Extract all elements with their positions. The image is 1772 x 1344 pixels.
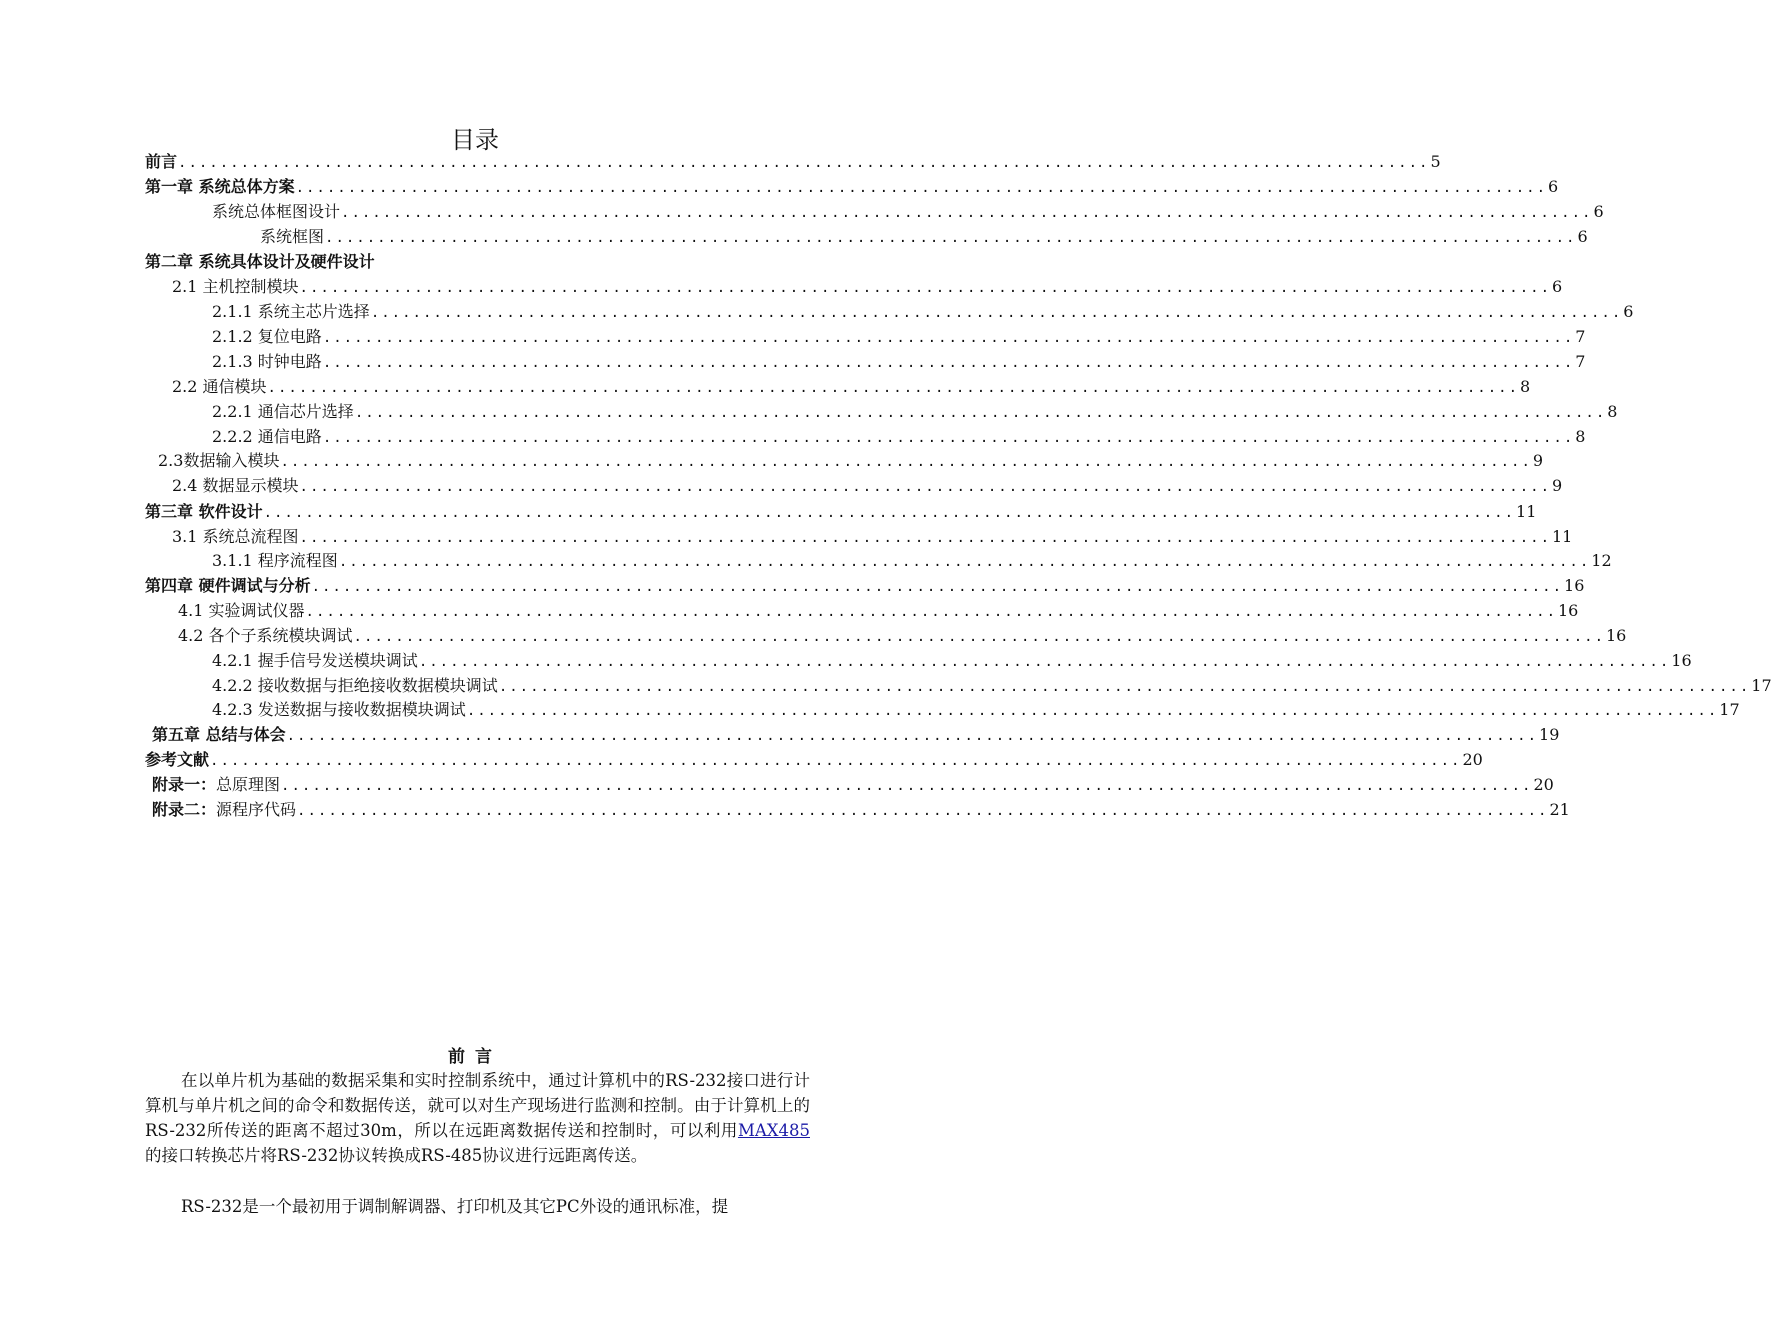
- toc-entry-label: 第三章 软件设计: [145, 502, 263, 521]
- toc-page-number: 8: [1607, 402, 1618, 421]
- toc-entry[interactable]: [260, 225, 1588, 249]
- toc-entry[interactable]: [212, 200, 1604, 224]
- toc-page-number: 7: [1575, 352, 1586, 371]
- toc-page-number: 20: [1533, 775, 1554, 794]
- toc-dot-leader: ........................................................................................................................: [280, 454, 1532, 470]
- toc-page-number: 8: [1575, 427, 1586, 446]
- toc-dot-leader: ........................................................................................................................: [370, 305, 1623, 321]
- toc-dot-leader: ........................................................................................................................: [498, 679, 1751, 695]
- toc-dot-leader: ........................................................................................................................: [418, 654, 1671, 670]
- toc-page-number: 5: [1430, 152, 1441, 171]
- toc-entry-label: 2.1.2 复位电路: [212, 327, 322, 346]
- toc-entry[interactable]: [212, 549, 1612, 573]
- toc-entry-label: 第一章 系统总体方案: [145, 177, 295, 196]
- toc-entry[interactable]: [178, 624, 1627, 648]
- toc-dot-leader: ........................................................................................................................: [286, 728, 1539, 744]
- toc-page-number: 9: [1552, 476, 1563, 495]
- toc-entry[interactable]: [145, 175, 1559, 199]
- preface-text-a: 在以单片机为基础的数据采集和实时控制系统中，通过计算机中的RS-232接口进行计算机与单片机之间的命令和数据传送，就可以对生产现场进行监测和控制。由于计算机上的RS-232所传送的距离不超过30m，所以在远距离数据传送和控制时，可以利用: [145, 1071, 810, 1140]
- toc-entry[interactable]: [158, 449, 1544, 473]
- toc-entry-label: 3.1.1 程序流程图: [212, 551, 338, 570]
- toc-page-number: 6: [1548, 177, 1559, 196]
- toc-entry-sublabel: 源程序代码: [216, 800, 297, 819]
- toc-entry-label: 2.1.3 时钟电路: [212, 352, 322, 371]
- toc-entry-label: 2.4 数据显示模块: [172, 476, 299, 495]
- toc-page-number: 17: [1719, 700, 1740, 719]
- toc-entry-sublabel: 总原理图: [216, 775, 281, 794]
- toc-dot-leader: ........................................................................................................................: [281, 778, 1533, 794]
- toc-entry[interactable]: [212, 649, 1692, 673]
- toc-page-number: 9: [1532, 451, 1544, 470]
- toc-dot-leader: ........................................................................................................................: [178, 155, 1430, 171]
- toc-dot-leader: ........................................................................................................................: [311, 579, 1564, 595]
- preface-title: 前言: [448, 1047, 502, 1067]
- toc-page-number: 19: [1539, 725, 1560, 744]
- toc-page-number: 20: [1462, 750, 1483, 769]
- toc-entry-label: 2.2.1 通信芯片选择: [212, 402, 354, 421]
- toc-dot-leader: ........................................................................................................................: [322, 355, 1575, 371]
- toc-entry[interactable]: [212, 674, 1772, 698]
- toc-entry-label: 第四章 硬件调试与分析: [145, 576, 311, 595]
- toc-dot-leader: ........................................................................................................................: [299, 530, 1551, 546]
- toc-title: 目录: [451, 126, 499, 154]
- toc-dot-leader: ........................................................................................................................: [210, 753, 1462, 769]
- toc-page-number: 7: [1575, 327, 1586, 346]
- toc-entry-label: 参考文献: [145, 750, 210, 769]
- toc-entry-label: 2.1.1 系统主芯片选择: [212, 302, 370, 321]
- toc-entry[interactable]: [212, 400, 1618, 424]
- toc-entry-label: 第二章 系统具体设计及硬件设计: [145, 252, 375, 271]
- toc-entry[interactable]: [212, 698, 1740, 722]
- preface-text-c: RS-232是一个最初用于调制解调器、打印机及其它PC外设的通讯标准，提: [181, 1197, 729, 1216]
- toc-dot-leader: ........................................................................................................................: [466, 703, 1719, 719]
- preface-paragraph-1: [145, 1068, 810, 1168]
- toc-entry-label: 附录一：: [152, 775, 217, 794]
- toc-page-number: 11: [1516, 502, 1537, 521]
- toc-page-number: 6: [1577, 227, 1588, 246]
- toc-entry[interactable]: [212, 325, 1586, 349]
- toc-entry[interactable]: [212, 350, 1586, 374]
- max485-link[interactable]: MAX485: [737, 1121, 810, 1140]
- toc-dot-leader: ........................................................................................................................: [267, 380, 1519, 396]
- toc-page-number: 8: [1520, 377, 1531, 396]
- toc-entry-label: 2.1 主机控制模块: [172, 277, 299, 296]
- toc-page-number: 16: [1606, 626, 1627, 645]
- toc-entry-label: 4.2.2 接收数据与拒绝接收数据模块调试: [212, 676, 498, 695]
- toc-entry-label: 附录二：: [152, 800, 217, 819]
- toc-entry[interactable]: [212, 300, 1634, 324]
- toc-page-number: 16: [1558, 601, 1579, 620]
- toc-entry[interactable]: [172, 525, 1573, 549]
- toc-entry-label: 4.1 实验调试仪器: [178, 601, 305, 620]
- toc-page-number: 6: [1623, 302, 1634, 321]
- toc-entry[interactable]: [145, 150, 1441, 174]
- toc-dot-leader: ........................................................................................................................: [338, 554, 1591, 570]
- toc-entry[interactable]: [145, 500, 1537, 524]
- toc-entry[interactable]: [212, 425, 1586, 449]
- toc-dot-leader: ........................................................................................................................: [263, 505, 1516, 521]
- toc-dot-leader: ........................................................................................................................: [322, 330, 1575, 346]
- toc-page-number: 11: [1552, 527, 1573, 546]
- toc-page-number: 6: [1552, 277, 1563, 296]
- preface-paragraph-2: [145, 1194, 810, 1219]
- toc-entry[interactable]: [178, 599, 1579, 623]
- toc-dot-leader: ........................................................................................................................: [354, 405, 1607, 421]
- toc-entry[interactable]: [145, 748, 1483, 772]
- toc-entry[interactable]: [152, 798, 1570, 822]
- toc-page-number: 17: [1751, 676, 1772, 695]
- toc-entry-label: 2.2.2 通信电路: [212, 427, 322, 446]
- toc-entry-label: 4.2.3 发送数据与接收数据模块调试: [212, 700, 466, 719]
- toc-entry-label: 3.1 系统总流程图: [172, 527, 299, 546]
- toc-entry-label: 4.2.1 握手信号发送模块调试: [212, 651, 418, 670]
- toc-page-number: 21: [1549, 800, 1570, 819]
- toc-entry[interactable]: [152, 773, 1554, 797]
- toc-page-number: 6: [1593, 202, 1604, 221]
- toc-entry[interactable]: [152, 723, 1560, 747]
- toc-entry[interactable]: [145, 250, 420, 274]
- toc-page-number: 16: [1564, 576, 1585, 595]
- toc-entry-label: 第五章 总结与体会: [152, 725, 286, 744]
- toc-entry[interactable]: [145, 574, 1585, 598]
- toc-dot-leader: ........................................................................................................................: [325, 230, 1577, 246]
- toc-dot-leader: ........................................................................................................................: [297, 803, 1549, 819]
- toc-page-number: 12: [1591, 551, 1612, 570]
- toc-dot-leader: ........................................................................................................................: [341, 205, 1593, 221]
- toc-dot-leader: ........................................................................................................................: [299, 280, 1551, 296]
- toc-entry-label: 前言: [145, 152, 178, 171]
- toc-entry-label: 4.2 各个子系统模块调试: [178, 626, 353, 645]
- toc-entry-label: 系统框图: [260, 227, 325, 246]
- toc-dot-leader: ........................................................................................................................: [353, 629, 1605, 645]
- toc-dot-leader: ........................................................................................................................: [295, 180, 1548, 196]
- preface-text-b: 的接口转换芯片将RS-232协议转换成RS-485协议进行远距离传送。: [145, 1146, 648, 1165]
- toc-entry-label: 2.2 通信模块: [172, 377, 267, 396]
- toc-dot-leader: ........................................................................................................................: [299, 479, 1551, 495]
- toc-entry-label: 系统总体框图设计: [212, 202, 341, 221]
- toc-page-number: 16: [1671, 651, 1692, 670]
- toc-dot-leader: ........................................................................................................................: [322, 430, 1575, 446]
- toc-entry[interactable]: [172, 474, 1563, 498]
- toc-entry[interactable]: [172, 375, 1531, 399]
- toc-entry[interactable]: [172, 275, 1563, 299]
- toc-dot-leader: ........................................................................................................................: [305, 604, 1557, 620]
- toc-entry-label: 2.3数据输入模块: [158, 451, 280, 470]
